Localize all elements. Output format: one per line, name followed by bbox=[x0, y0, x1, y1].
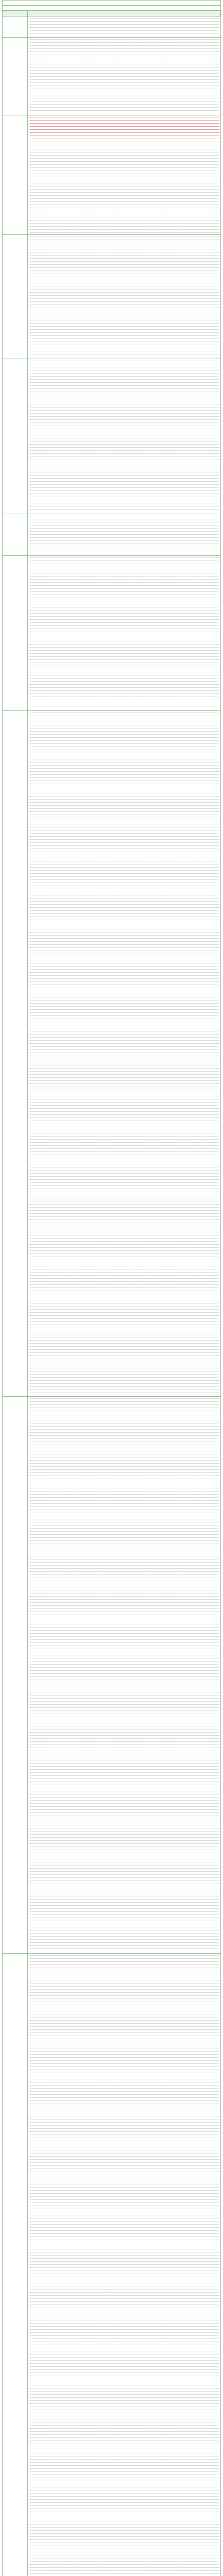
region-row bbox=[3, 514, 220, 556]
header-content bbox=[28, 11, 220, 16]
table-header bbox=[2, 10, 221, 16]
region-row bbox=[3, 1397, 220, 1954]
region-row bbox=[3, 556, 220, 711]
document-sheet bbox=[2, 0, 221, 2576]
document-subtitle bbox=[2, 5, 221, 10]
region-table bbox=[2, 16, 221, 2576]
region-row bbox=[3, 38, 220, 115]
document-title bbox=[2, 0, 221, 5]
region-row bbox=[3, 115, 220, 144]
region-row bbox=[3, 711, 220, 1397]
region-row bbox=[3, 235, 220, 359]
region-row bbox=[3, 144, 220, 235]
region-row bbox=[3, 359, 220, 514]
region-row bbox=[3, 16, 220, 38]
header-region bbox=[3, 11, 28, 16]
region-row bbox=[3, 1954, 220, 2576]
